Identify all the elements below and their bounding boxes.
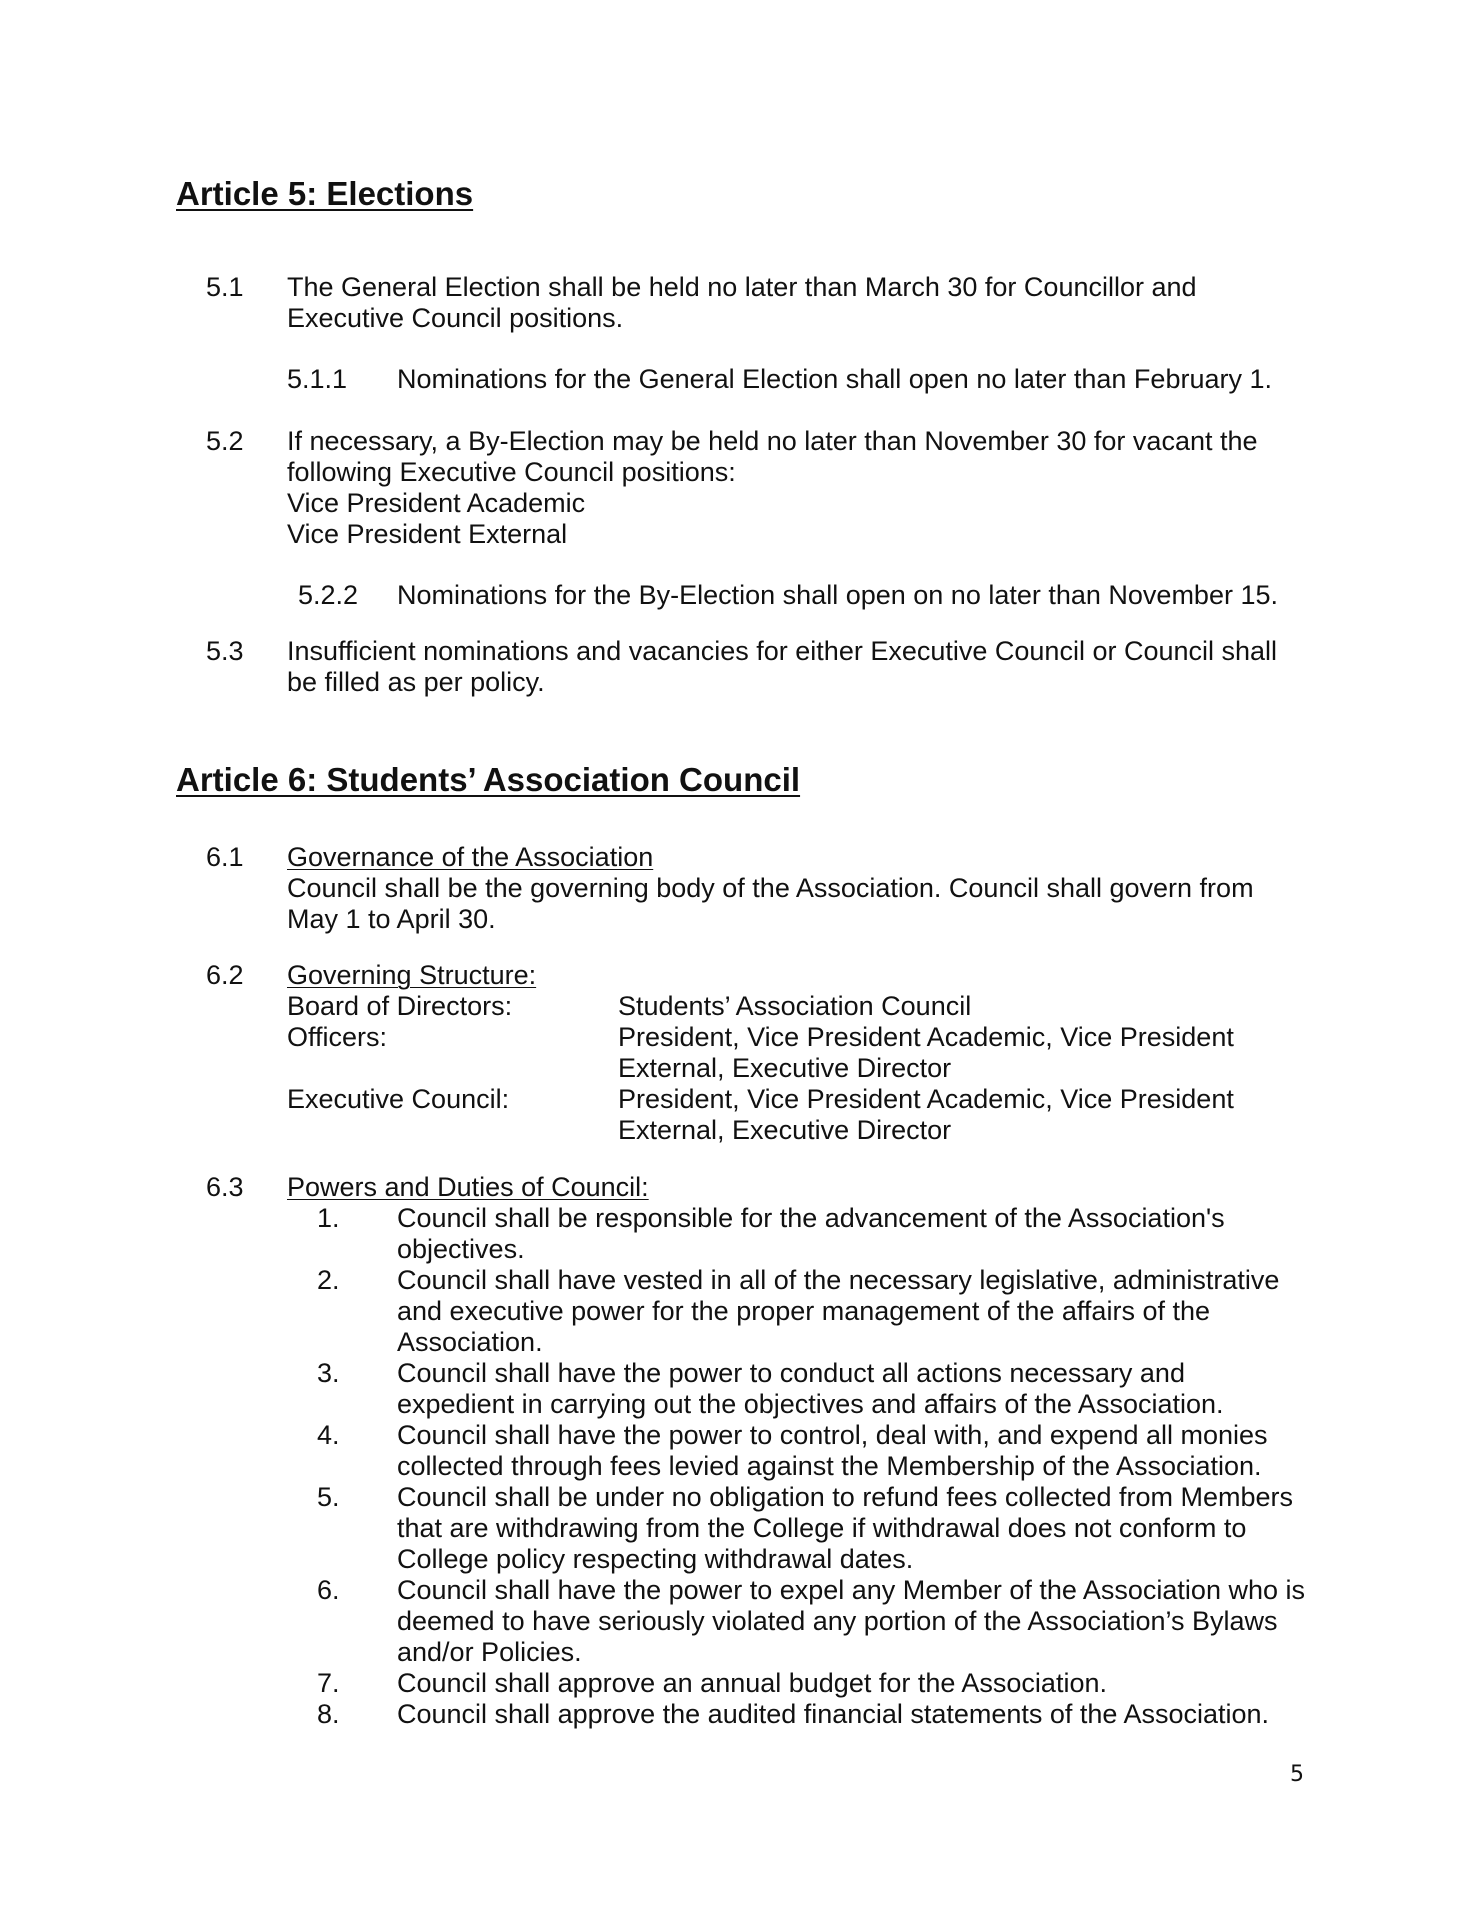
structure-value: Students’ Association Council [618,991,972,1021]
structure-label: Board of Directors: [287,991,513,1021]
list-item-number: 1. [317,1203,340,1233]
paragraph-line: be filled as per policy. [287,667,545,697]
list-item-number: 2. [317,1265,340,1295]
list-item-number: 4. [317,1420,340,1450]
paragraph-line: following Executive Council positions: [287,457,736,487]
page-number: 5 [1290,1762,1304,1787]
paragraph-line: If necessary, a By-Election may be held no later than November 30 for vacant the [287,426,1258,456]
list-item-line: expedient in carrying out the objectives and affairs of the Association. [397,1389,1224,1419]
list-item-line: Council shall be responsible for the advancement of the Association's [397,1203,1225,1233]
article-5-heading: Article 5: Elections [176,175,474,212]
list-item-line: Council shall have the power to expel any Member of the Association who is [397,1575,1305,1605]
article-6-heading: Article 6: Students’ Association Council [176,761,801,798]
section-title: Governing Structure: [287,960,537,990]
list-item-line: Council shall be under no obligation to refund fees collected from Members [397,1482,1293,1512]
structure-value: President, Vice President Academic, Vice President [618,1022,1234,1052]
list-item-number: 6. [317,1575,340,1605]
list-item-line: Association. [397,1327,543,1357]
list-item-line: Council shall have the power to conduct all actions necessary and [397,1358,1185,1388]
structure-label: Executive Council: [287,1084,510,1114]
structure-value: President, Vice President Academic, Vice President [618,1084,1234,1114]
list-item-line: and executive power for the proper management of the affairs of the [397,1296,1210,1326]
paragraph-line: Executive Council positions. [287,303,624,333]
list-item-number: 5. [317,1482,340,1512]
paragraph-line: Council shall be the governing body of the Association. Council shall govern from [287,873,1254,903]
paragraph-line: Vice President External [287,519,568,549]
paragraph-line: Vice President Academic [287,488,586,518]
subsection-number: 5.2.2 [298,580,359,610]
subsection-text: Nominations for the General Election shall open no later than February 1. [397,364,1272,394]
paragraph-line: Insufficient nominations and vacancies for either Executive Council or Council shall [287,636,1278,666]
paragraph-line: The General Election shall be held no later than March 30 for Councillor and [287,272,1197,302]
section-number: 5.2 [206,426,244,456]
list-item-line: objectives. [397,1234,525,1264]
list-item-line: and/or Policies. [397,1637,582,1667]
list-item-line: deemed to have seriously violated any portion of the Association’s Bylaws [397,1606,1278,1636]
list-item-number: 8. [317,1699,340,1729]
section-number: 6.2 [206,960,244,990]
list-item-number: 7. [317,1668,340,1698]
structure-label: Officers: [287,1022,388,1052]
list-item-line: collected through fees levied against the Membership of the Association. [397,1451,1262,1481]
structure-value: External, Executive Director [618,1115,952,1145]
section-number: 6.1 [206,842,244,872]
list-item-line: College policy respecting withdrawal dates. [397,1544,914,1574]
paragraph-line: May 1 to April 30. [287,904,496,934]
section-number: 5.3 [206,636,244,666]
subsection-text: Nominations for the By-Election shall open on no later than November 15. [397,580,1278,610]
list-item-line: that are withdrawing from the College if withdrawal does not conform to [397,1513,1247,1543]
list-item-line: Council shall approve the audited financial statements of the Association. [397,1699,1270,1729]
structure-value: External, Executive Director [618,1053,952,1083]
section-number: 6.3 [206,1172,244,1202]
section-title: Governance of the Association [287,842,654,872]
section-title: Powers and Duties of Council: [287,1172,649,1202]
list-item-line: Council shall have the power to control, deal with, and expend all monies [397,1420,1268,1450]
list-item-line: Council shall approve an annual budget for the Association. [397,1668,1107,1698]
section-number: 5.1 [206,272,244,302]
subsection-number: 5.1.1 [287,364,348,394]
list-item-line: Council shall have vested in all of the necessary legislative, administrative [397,1265,1280,1295]
list-item-number: 3. [317,1358,340,1388]
